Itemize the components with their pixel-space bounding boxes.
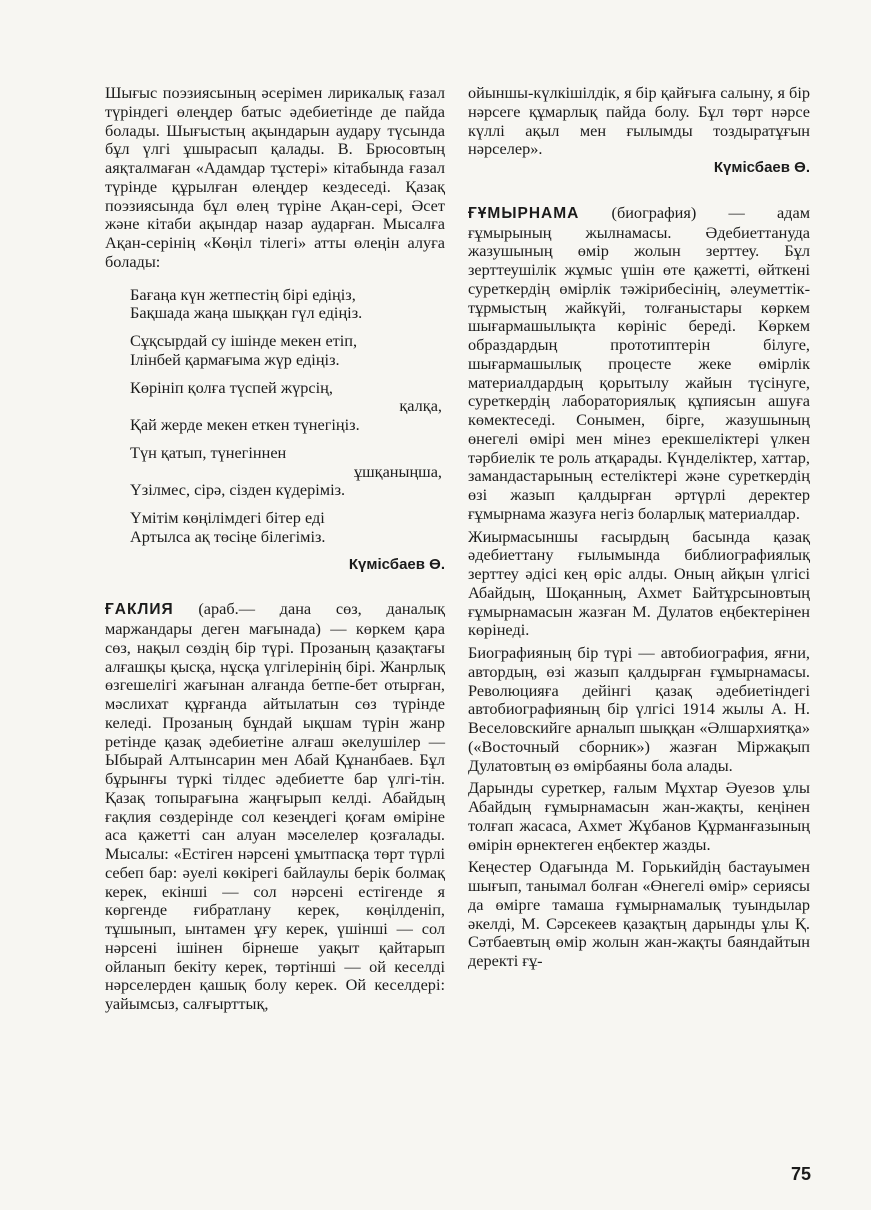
- entry-continuation: ойыншы-күлкішілдік, я бір қайғыға салыну, я бір нәрсеге құмарлық пайда болу. Бұл төрт нәрсе күллі ақыл мен ғылымды тоздыратұғын нәрселер».: [468, 83, 810, 159]
- poem-stanza: [130, 379, 442, 435]
- entry-gumyrnama: [468, 204, 810, 524]
- poem-line: Бағаңа күн жетпестің бірі едіңіз,: [130, 284, 356, 304]
- paragraph: Биографияның бір түрі — автобиография, яғни, автордың, өзі жазып қалдырған ғұмырнамасы. Революцияға дейінгі қазақ әдебиетіндегі автобиографияның бір үлгісі 1914 жылы А. Н. Веселовскийге арналып шыққан «Әлшархиятқа» («Восточный сборник») жазған Міржақып Дулатовтың өз өмірбаяны бола алады.: [468, 643, 810, 775]
- poem-stanza: [130, 444, 442, 500]
- poem-line: Бақшада жаңа шыққан гүл едіңіз.: [130, 303, 363, 323]
- entry-headword: ҒАКЛИЯ: [105, 601, 174, 619]
- entry-headword: ҒҰМЫРНАМА: [468, 204, 580, 222]
- entry-gakliya: [105, 600, 445, 1014]
- page-number: 75: [790, 1164, 811, 1184]
- paragraph: Дарынды суреткер, ғалым Мұхтар Әуезов ұлы Абайдың ғұмырнамасын жан-жақты, кеңінен толғап жасаса, Ахмет Жұбанов Құрманғазының өмірін өрнектеген еңбектер жазды.: [468, 778, 810, 854]
- poem-line: Үзілмес, сірә, сізден күдеріміз.: [130, 480, 346, 500]
- right-column: [468, 84, 810, 971]
- poem-line: Көрініп қолға түспей жүрсің,: [130, 377, 333, 397]
- poem-stanza: [130, 509, 442, 547]
- left-column: [105, 84, 445, 1014]
- poem-line: Сұқсырдай су ішінде мекен етіп,: [130, 331, 358, 350]
- poem-line: Қай жерде мекен еткен түнегіңіз.: [130, 415, 360, 434]
- entry-text: (биография) — адам ғұмырының жылнамасы. Әдебиеттануда жазушының өмір жолын зерттеу. Бұл зерттеушілік жұмыс үшін өте қажетті, өйткені суреткердің өмірлік тәжірибесінің, әлеуметтік-тұрмыстың жайкүйі, толғаныстары көркем шығармашылықта көрініс береді. Көркем образдардың прототиптерін білуге, шығармашылық процесте жеке өмірлік материалдардың қорытылу жайын түсінуге, суреткердің лабораториялық құпиясын ашуға көмектеседі. Сонымен, бірге, жазушының өнегелі өмірі мен мінез ерекшеліктері үлкен тәрбиелік те роль атқарады. Күнделіктер, хаттар, замандастарының естеліктері және суреткердің өзі жазып қалдырған әртүрлі деректер ғұмырнама жазуға негіз боларлық материалдар.: [468, 202, 810, 523]
- paragraph: Кеңестер Одағында М. Горькийдің бастауымен шығып, танымал болған «Өнегелі өмір» сериясы да өмірге тамаша ғұмырнамалық туындылар әкелді, М. Сәрсекеев қазақтың дарынды ұлы Қ. Сәтбаевтың өмір жолын жан-жақты баяндайтын деректі ғұ-: [468, 857, 810, 970]
- poem-line-continuation: ұшқаныңша,: [353, 461, 442, 481]
- poem-line: Түн қатып, түнегіннен: [130, 442, 287, 462]
- entry-text: (араб.— дана сөз, даналық маржандары деген мағынада) — көркем қара сөз, нақыл сөздің бір түрі. Прозаның қазақтағы алғашқы қысқа, нұсқа үлгілерінің бірі. Жанрлық өзгешелігі жағынан алғанда бетпе-бет отырған, мәслихат құрғанда айтылатын сөз түрінде келеді. Прозаның бұндай ықшам түрін жанр ретінде қазақ әдебиетіне алғаш әкелушілер — Ыбырай Алтынсарин мен Абай Құнанбаев. Бұл бұрынғы түркі тілдес әдебиетте бар үлгі-тін. Қазақ топырағына жаңғырып келді. Абайдың ғақлия сөздерінде сол кезеңдегі қоғам өміріне аса қажетті сан алуан мәселелер қозғалады. Мысалы: «Естіген нәрсені ұмытпасқа төрт түрлі себеп бар: әуелі көкірегі байлаулы берік болмақ керек, екінші — сол нәрсені естігенде я көргенде ғибратлану керек, көңілденіп, тұшынып, ынтамен ұғу керек, үшінші — сол нәрсені ішінен бірнеше уақыт қайтарып ойланып бекіту керек, төртінші — ой кеселді нәрселерден қашық болу керек. Ой кеселдері: уайымсыз, салғырттық,: [105, 599, 445, 1013]
- poem-block: [130, 286, 442, 547]
- poem-stanza: [130, 286, 442, 324]
- author-signature: Күмісбаев Ө.: [713, 159, 810, 176]
- ghazal-intro-paragraph: Шығыс поэзиясының әсерімен лирикалық ғазал түріндегі өлеңдер батыс әдебиетінде де пайда болады. Шығыстың ақындарын аудару түсында бұл үлгі ұшырасып қалады. В. Брюсовтың аяқталмаған «Адамдар тұстері» кітабында ғазал түрінде құрылған өлеңдер кездеседі. Қазақ поэзиясында бұл өлең түріне Ақан-сері, Әсет және кітаби ақындар назар аударған. Мысалға Ақан-серінің «Көңіл тілегі» атты өлеңін алуға болады:: [105, 83, 445, 271]
- author-signature: Күмісбаев Ө.: [348, 555, 445, 573]
- paragraph: Жиырмасыншы ғасырдың басында қазақ әдебиеттану ғылымында библиографиялық зерттеу әдісі кең өріс алды. Оның айқын үлгісі Абайдың, Шоқанның, Ахмет Байтұрсыновтың ғұмырнамасын жазған М. Дулатов еңбектерінен көрінеді.: [468, 526, 810, 640]
- poem-line: Артылса ақ төсіңе білегіміз.: [130, 526, 326, 546]
- poem-line: Ілінбей қармағыма жүр едіңіз.: [130, 349, 340, 369]
- poem-line-continuation: қалқа,: [399, 396, 442, 416]
- poem-line: Үмітім көңілімдегі бітер еді: [130, 508, 325, 527]
- poem-stanza: [130, 332, 442, 370]
